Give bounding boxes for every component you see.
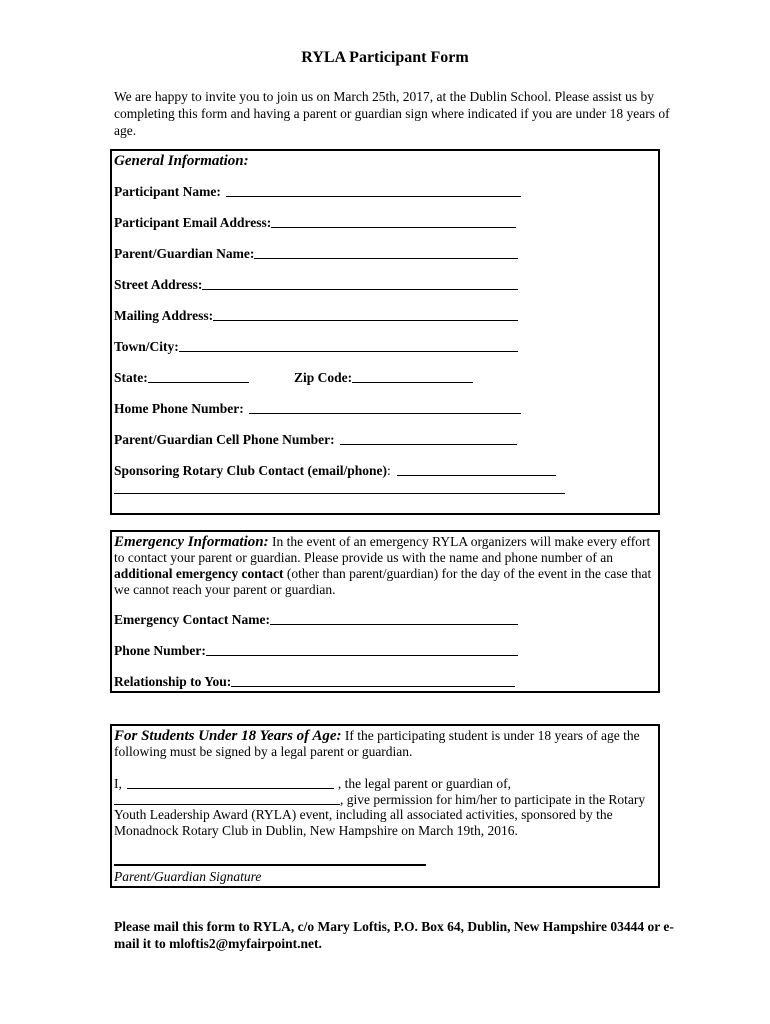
- student-name-line[interactable]: [114, 803, 340, 805]
- participant-email-label: Participant Email Address:: [114, 215, 272, 230]
- rotary-contact-colon: :: [387, 463, 391, 478]
- page-title: RYLA Participant Form: [301, 49, 469, 66]
- guardian-signature-label: Parent/Guardian Signature: [114, 869, 262, 884]
- home-phone-line[interactable]: [249, 412, 521, 414]
- ryla-event-text: Youth Leadership Award (RYLA) event, including all associated activities, sponsored by the: [114, 807, 613, 822]
- rotary-contact-label: Sponsoring Rotary Club Contact (email/phone): [114, 463, 388, 478]
- guardian-name-line[interactable]: [127, 787, 334, 789]
- under-18-text: If the participating student is under 18 years of age the following must be signed by a legal parent or guardian.: [114, 728, 640, 759]
- mailing-instructions: Please mail this form to RYLA, c/o Mary Loftis, P.O. Box 64, Dublin, New Hampshire 03444 or e-mail it to mloftis2@myfairpoint.net.: [114, 919, 674, 951]
- state-label: State:: [114, 370, 148, 385]
- student-name-field[interactable]: [114, 792, 645, 808]
- parent-name-line[interactable]: [254, 257, 518, 259]
- parent-name-field[interactable]: [114, 246, 518, 262]
- mailing-address-label: Mailing Address:: [114, 308, 214, 323]
- town-city-line[interactable]: [179, 350, 518, 352]
- mailing-address-line[interactable]: [213, 319, 518, 321]
- participant-name-line[interactable]: [226, 195, 521, 197]
- cell-phone-line[interactable]: [340, 443, 517, 445]
- general-information-section: [110, 149, 660, 515]
- parent-name-label: Parent/Guardian Name:: [114, 246, 255, 261]
- guardian-signature-line[interactable]: [114, 864, 426, 866]
- emergency-text-a: In the event of an emergency RYLA organizers will make every effort to contact your parent or guardian. Please provide us with the name and phone number of an: [114, 534, 651, 565]
- emergency-phone-line[interactable]: [206, 654, 518, 656]
- under-18-heading: For Students Under 18 Years of Age:: [114, 728, 342, 744]
- under-18-paragraph: [114, 728, 654, 760]
- sponsor-text: Monadnock Rotary Club in Dublin, New Hampshire on March 19th, 2016.: [114, 823, 518, 838]
- emergency-phone-label: Phone Number:: [114, 643, 206, 658]
- street-address-label: Street Address:: [114, 277, 203, 292]
- participant-name-field[interactable]: [114, 184, 521, 200]
- permission-text: , give permission for him/her to participate in the Rotary: [340, 792, 646, 807]
- general-information-heading: General Information:: [114, 153, 249, 169]
- mailing-address-field[interactable]: [114, 308, 518, 324]
- participant-email-line[interactable]: [271, 226, 516, 228]
- emergency-information-heading: Emergency Information:: [114, 534, 269, 550]
- guardian-i-label: I,: [114, 776, 122, 791]
- cell-phone-field[interactable]: [114, 432, 517, 448]
- emergency-info-paragraph: [114, 534, 654, 598]
- emergency-phone-field[interactable]: [114, 643, 518, 659]
- zip-code-line[interactable]: [352, 381, 473, 383]
- rotary-contact-second-line[interactable]: [114, 493, 565, 494]
- emergency-text-b: (other than parent/guardian) for the day of the event in the case that we cannot reach your parent or guardian.: [114, 566, 652, 597]
- guardian-of-text: , the legal parent or guardian of,: [337, 776, 512, 791]
- participant-name-label: Participant Name:: [114, 184, 221, 199]
- town-city-label: Town/City:: [114, 339, 179, 354]
- rotary-contact-field[interactable]: [114, 463, 556, 479]
- emergency-text-bold: additional emergency contact: [114, 566, 284, 581]
- emergency-contact-name-line[interactable]: [270, 623, 518, 625]
- street-address-field[interactable]: [114, 277, 518, 293]
- zip-code-label: Zip Code:: [294, 370, 353, 385]
- state-field[interactable]: [114, 370, 249, 386]
- cell-phone-label: Parent/Guardian Cell Phone Number:: [114, 432, 335, 447]
- emergency-contact-name-label: Emergency Contact Name:: [114, 612, 270, 627]
- relationship-field[interactable]: [114, 674, 515, 690]
- street-address-line[interactable]: [202, 288, 518, 290]
- rotary-contact-line[interactable]: [397, 474, 556, 476]
- home-phone-field[interactable]: [114, 401, 521, 417]
- home-phone-label: Home Phone Number:: [114, 401, 244, 416]
- guardian-name-field[interactable]: [114, 776, 511, 792]
- emergency-contact-name-field[interactable]: [114, 612, 518, 628]
- relationship-line[interactable]: [231, 685, 515, 687]
- town-city-field[interactable]: [114, 339, 518, 355]
- zip-code-field[interactable]: [294, 370, 473, 386]
- state-line[interactable]: [148, 381, 249, 383]
- relationship-label: Relationship to You:: [114, 674, 232, 689]
- intro-text: We are happy to invite you to join us on March 25th, 2017, at the Dublin School. Please assist us by completing this form and having a parent or guardian sign where indicated if you are under 18 years of age.: [114, 89, 670, 138]
- participant-email-field[interactable]: [114, 215, 516, 231]
